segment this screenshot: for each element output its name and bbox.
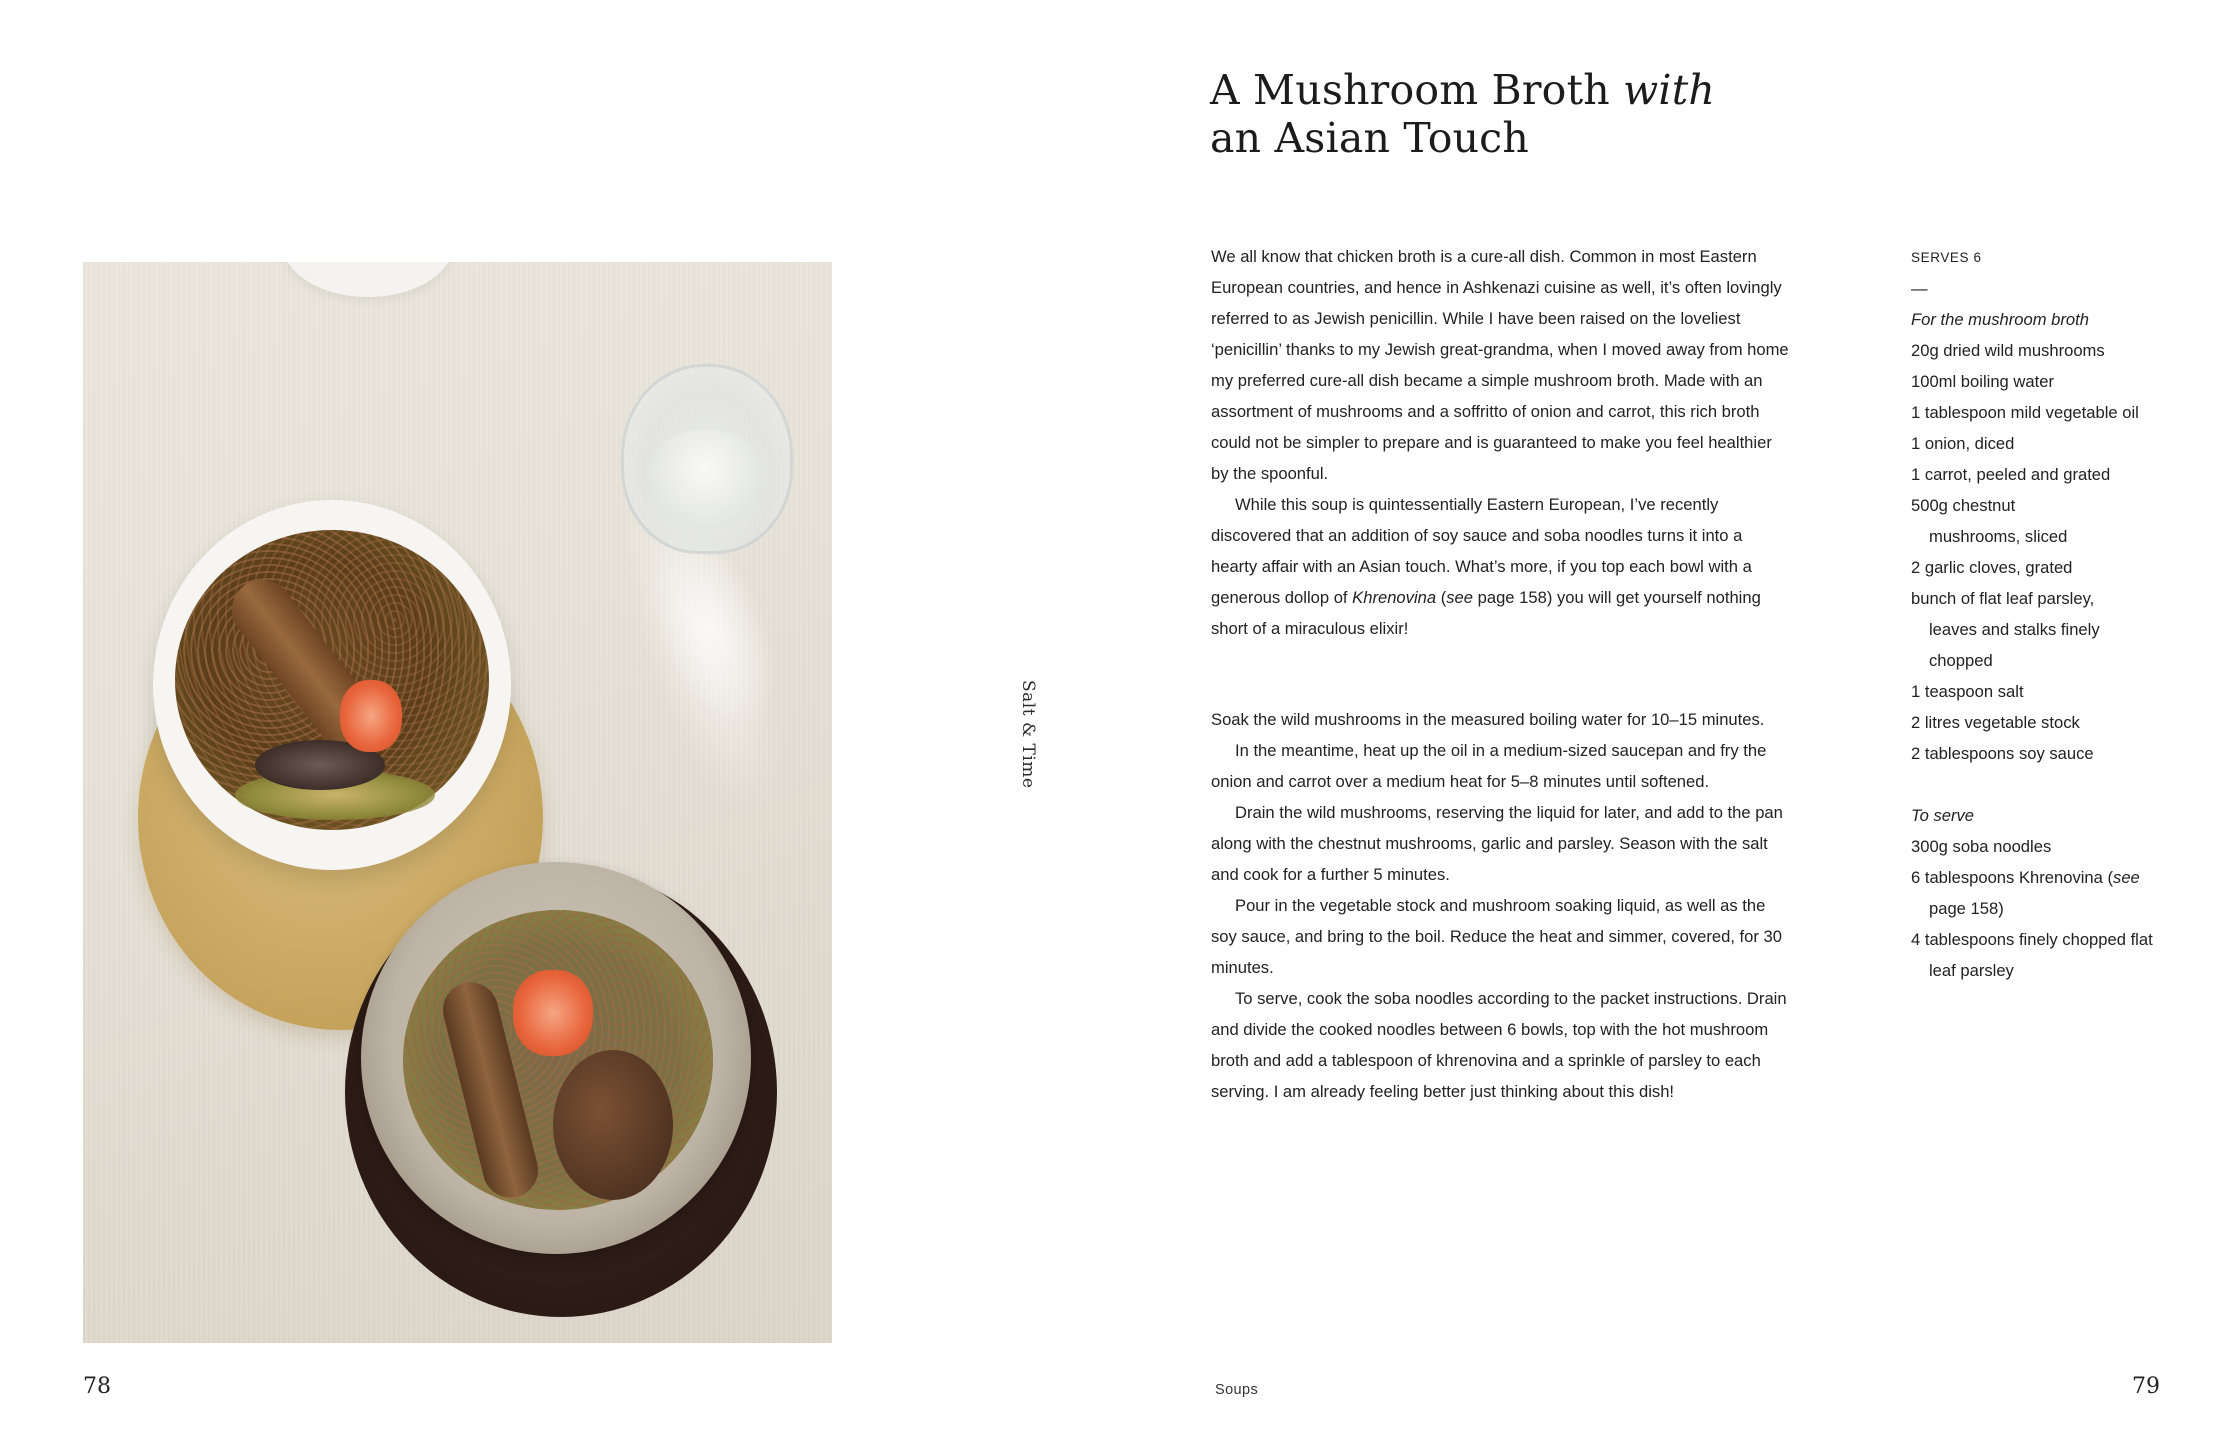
- ingredient: 1 onion, diced: [1911, 434, 2015, 453]
- mushroom: [553, 1050, 673, 1200]
- see-reference: see: [1446, 588, 1474, 607]
- intro-paragraph-1: We all know that chicken broth is a cure-all dish. Common in most Eastern European countries, and hence in Ashkenazi cuisine as well, it’s often lovingly referred to as Jewish penicillin. While I have been raised on the loveliest ‘penicillin’ thanks to my Jewish great-grandma, when I moved away from home my preferred cure-all dish became a simple mushroom broth. Made with an assortment of mushrooms and a soffritto of onion and carrot, this rich broth could not be simpler to prepare and is guaranteed to make you feel healthier by the spoonful.: [1211, 247, 1789, 483]
- text: page 158) you will get yourself nothing short of a miraculous elixir!: [1211, 588, 1761, 638]
- white-soup-bowl: [153, 500, 511, 870]
- method-step-4: Pour in the vegetable stock and mushroom soaking liquid, as well as the soy sauce, and bring to the boil. Reduce the heat and simmer, covered, for 30 minutes.: [1211, 896, 1782, 977]
- text: While this soup is quintessentially Eastern European, I’ve recently discovered that an addition of soy sauce and soba noodles turns it into a hearty affair with an Asian touch. What’s more, if you top each bowl with a generous dollop of: [1211, 495, 1752, 607]
- serve-ingredients-heading: To serve: [1911, 806, 1975, 825]
- section-footer: Soups: [1215, 1382, 1259, 1398]
- ingredient: 2 garlic cloves, grated: [1911, 558, 2073, 577]
- page-number-left: 78: [83, 1374, 111, 1399]
- cross-reference-term: Khrenovina: [1352, 588, 1437, 607]
- divider-dash: —: [1911, 279, 1928, 298]
- broth: [403, 910, 713, 1210]
- broth: [175, 530, 489, 830]
- title-italic: with: [1623, 66, 1715, 114]
- khrenovina-dollop: [340, 680, 402, 752]
- stoneware-soup-bowl: [361, 862, 751, 1254]
- ingredient: 1 carrot, peeled and grated: [1911, 465, 2111, 484]
- ingredient: 100ml boiling water: [1911, 372, 2054, 391]
- text: page 158): [1929, 899, 2004, 918]
- ingredient: 20g dried wild mushrooms: [1911, 341, 2105, 360]
- method-step-1: Soak the wild mushrooms in the measured boiling water for 10–15 minutes.: [1211, 710, 1765, 729]
- see-reference: see: [2113, 868, 2140, 887]
- ingredient: 1 teaspoon salt: [1911, 682, 2024, 701]
- ingredients-list: [1911, 242, 2211, 986]
- khrenovina-dollop: [513, 970, 593, 1056]
- ingredient: 300g soba noodles: [1911, 837, 2052, 856]
- ingredient: [1911, 862, 2141, 924]
- ingredient: 1 tablespoon mild vegetable oil: [1911, 403, 2139, 422]
- recipe-title: [1210, 66, 1810, 162]
- method-step-5: To serve, cook the soba noodles according to the packet instructions. Drain and divide the cooked noodles between 6 bowls, top with the hot mushroom broth and add a tablespoon of khrenovina and a sprinkle of parsley to each serving. I am already feeling better just thinking about this dish!: [1211, 989, 1787, 1101]
- running-book-title: Salt & Time: [1018, 680, 1038, 789]
- ingredient: 2 litres vegetable stock: [1911, 713, 2080, 732]
- broth-ingredients-heading: For the mushroom broth: [1911, 310, 2089, 329]
- method-steps: [1211, 704, 1791, 1107]
- soba-noodles: [403, 910, 713, 1210]
- title-part-1: A Mushroom Broth: [1210, 66, 1624, 114]
- method-step-3: Drain the wild mushrooms, reserving the liquid for later, and add to the pan along with the chestnut mushrooms, garlic and parsley. Season with the salt and cook for a further 5 minutes.: [1211, 803, 1783, 884]
- text: 6 tablespoons Khrenovina (: [1911, 868, 2114, 887]
- spacer: [1911, 769, 2211, 800]
- water-glass: [621, 364, 793, 554]
- recipe-photo: [83, 262, 832, 1343]
- intro-paragraph-2: [1211, 489, 1791, 644]
- water: [646, 429, 764, 529]
- ingredient: 2 tablespoons soy sauce: [1911, 744, 2094, 763]
- ingredient: 4 tablespoons finely chopped flat leaf parsley: [1911, 930, 2153, 980]
- title-part-2: an Asian Touch: [1210, 114, 1529, 162]
- method-step-2: In the meantime, heat up the oil in a medium-sized saucepan and fry the onion and carrot over a medium heat for 5–8 minutes until softened.: [1211, 741, 1767, 791]
- ingredient: 500g chestnut mushrooms, sliced: [1911, 496, 2068, 546]
- recipe-introduction: [1211, 241, 1791, 644]
- text: (: [1436, 588, 1447, 607]
- page-number-right: 79: [2132, 1374, 2160, 1399]
- serves-count: SERVES 6: [1911, 250, 1982, 265]
- ingredient: bunch of flat leaf parsley, leaves and stalks finely chopped: [1911, 589, 2100, 670]
